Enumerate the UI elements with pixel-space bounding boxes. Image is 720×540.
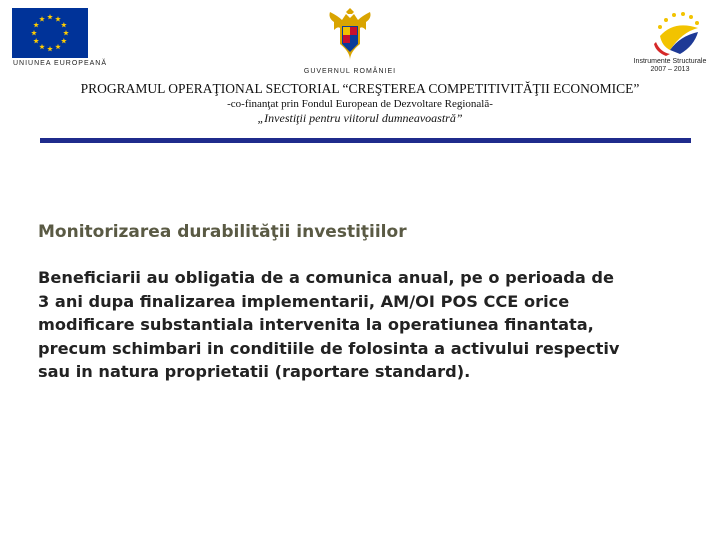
gov-caption: GUVERNUL ROMÂNIEI xyxy=(303,68,397,75)
program-title: PROGRAMUL OPERAŢIONAL SECTORIAL “CREŞTEREA COMPETITIVITĂŢII ECONOMICE” xyxy=(80,81,640,96)
body-line: modificare substantiala intervenita la operatiunea finantata, xyxy=(38,315,594,334)
cofinancing-note: -co-finanţat prin Fondul European de Dezvoltare Regională- xyxy=(227,98,493,110)
header-divider xyxy=(40,138,691,143)
eu-caption: UNIUNEA EUROPEANĂ xyxy=(12,60,108,67)
body-line: sau in natura proprietatii (raportare standard). xyxy=(38,362,471,381)
structural-instruments-caption-line2: 2007 – 2013 xyxy=(650,66,690,73)
body-line: 3 ani dupa finalizarea implementarii, AM/OI POS CCE orice xyxy=(38,291,570,311)
body-paragraph xyxy=(38,266,688,384)
romania-coat-of-arms-icon xyxy=(326,8,374,64)
structural-instruments-logo-icon xyxy=(646,6,706,58)
body-line: precum schimbari in conditiile de folosinta a activului respectiv xyxy=(38,338,620,358)
body-line: Beneficiarii au obligatia de a comunica anual, pe o perioada de xyxy=(38,268,614,287)
structural-instruments-caption xyxy=(622,58,718,74)
structural-instruments-caption-line1: Instrumente Structurale xyxy=(633,58,707,65)
slogan: „Investiţii pentru viitorul dumneavoastră” xyxy=(257,111,463,125)
section-heading: Monitorizarea durabilităţii investiţiilor xyxy=(38,222,407,242)
eu-flag-icon xyxy=(12,8,88,58)
